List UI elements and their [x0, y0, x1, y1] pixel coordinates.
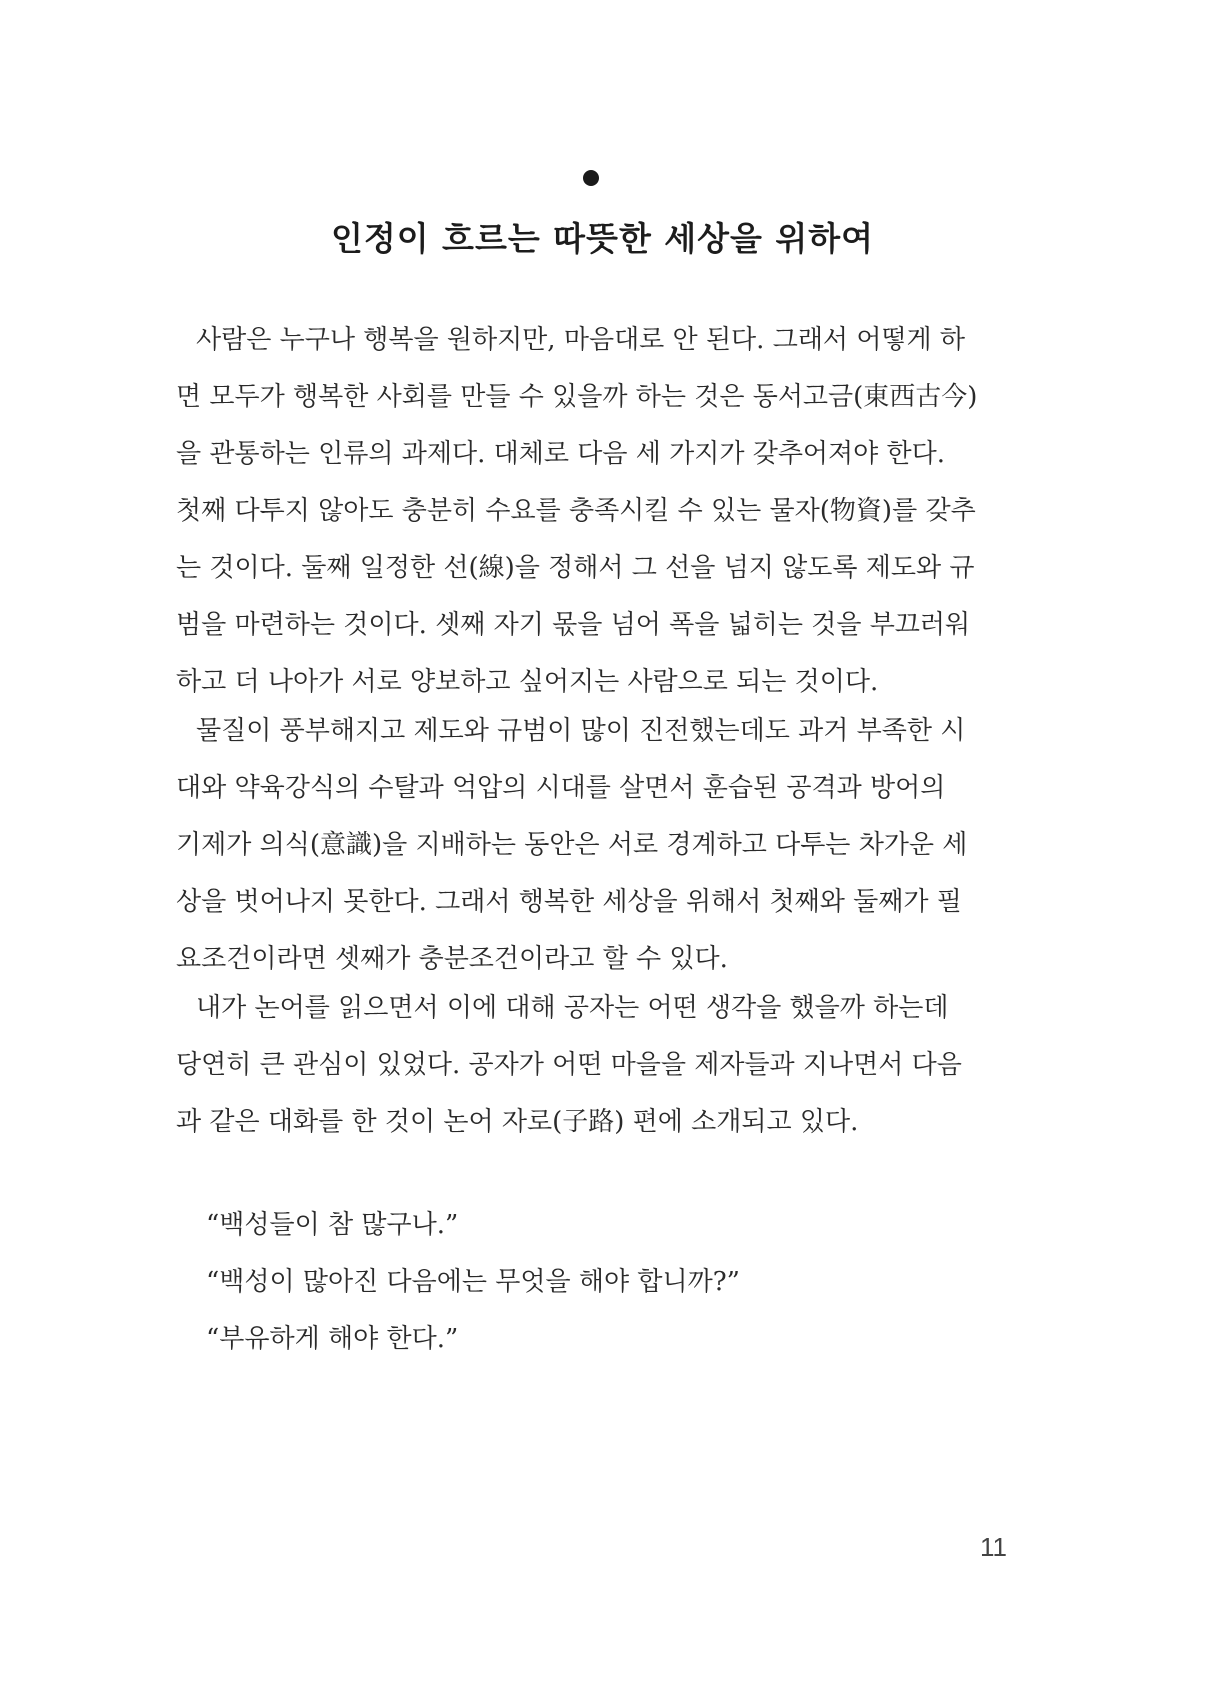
paragraph-line: 사람은 누구나 행복을 원하지만, 마음대로 안 된다. 그래서 어떻게 하 — [196, 325, 966, 355]
quote-line: “부유하게 해야 한다.” — [206, 1324, 459, 1354]
paragraph-line: 범을 마련하는 것이다. 셋째 자기 몫을 넘어 폭을 넓히는 것을 부끄러워 — [176, 610, 971, 640]
paragraph-line: 내가 논어를 읽으면서 이에 대해 공자는 어떤 생각을 했을까 하는데 — [196, 993, 949, 1023]
paragraph-1 — [176, 312, 1022, 711]
quote-line: “백성들이 참 많구나.” — [206, 1210, 459, 1240]
paragraph-line: 대와 약육강식의 수탈과 억압의 시대를 살면서 훈습된 공격과 방어의 — [176, 773, 946, 803]
paragraph-3 — [176, 980, 1022, 1151]
paragraph-line: 물질이 풍부해지고 제도와 규범이 많이 진전했는데도 과거 부족한 시 — [196, 716, 966, 746]
chapter-title: 인정이 흐르는 따뜻한 세상을 위하여 — [330, 219, 875, 258]
paragraph-line: 기제가 의식(意識)을 지배하는 동안은 서로 경계하고 다투는 차가운 세 — [176, 830, 968, 860]
page-number: 11 — [980, 1532, 1007, 1562]
paragraph-line: 는 것이다. 둘째 일정한 선(線)을 정해서 그 선을 넘지 않도록 제도와 규 — [176, 553, 975, 583]
paragraph-line: 면 모두가 행복한 사회를 만들 수 있을까 하는 것은 동서고금(東西古今) — [176, 382, 978, 412]
paragraph-line: 첫째 다투지 않아도 충분히 수요를 충족시킬 수 있는 물자(物資)를 갖추 — [176, 496, 976, 526]
paragraph-line: 하고 더 나아가 서로 양보하고 싶어지는 사람으로 되는 것이다. — [176, 667, 879, 697]
paragraph-2 — [176, 703, 1022, 988]
paragraph-line: 당연히 큰 관심이 있었다. 공자가 어떤 마을을 제자들과 지나면서 다음 — [176, 1050, 962, 1080]
paragraph-line: 상을 벗어나지 못한다. 그래서 행복한 세상을 위해서 첫째와 둘째가 필 — [176, 887, 962, 917]
dialogue-quotes — [176, 1197, 1022, 1368]
paragraph-line: 과 같은 대화를 한 것이 논어 자로(子路) 편에 소개되고 있다. — [176, 1107, 859, 1137]
title-bullet-dot — [583, 170, 599, 186]
paragraph-line: 을 관통하는 인류의 과제다. 대체로 다음 세 가지가 갖추어져야 한다. — [176, 439, 946, 469]
quote-line: “백성이 많아진 다음에는 무엇을 해야 합니까?” — [206, 1267, 740, 1297]
paragraph-line: 요조건이라면 셋째가 충분조건이라고 할 수 있다. — [176, 944, 728, 974]
